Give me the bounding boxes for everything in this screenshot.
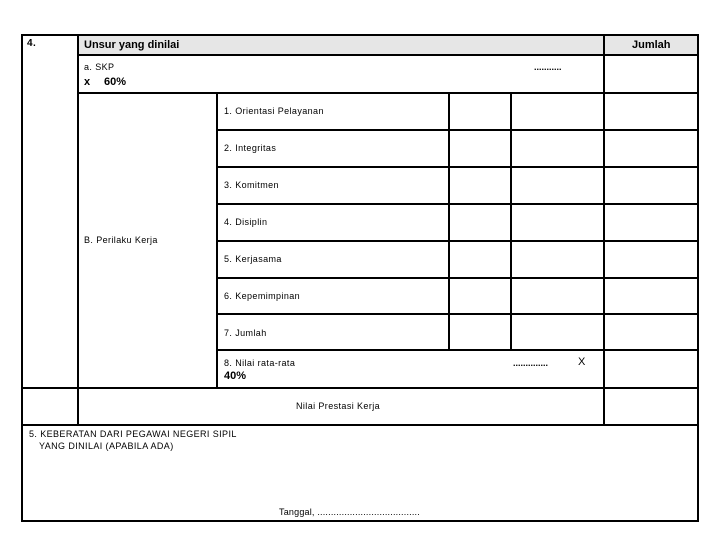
perilaku-avg-dots: .............. (513, 358, 549, 368)
skp-percent: 60% (104, 76, 127, 88)
skp-dots: ........... (534, 62, 562, 72)
section-number: 4. (27, 38, 37, 49)
nilai-prestasi-label: Nilai Prestasi Kerja (296, 401, 381, 411)
skp-label: a. SKP (84, 62, 115, 72)
perilaku-item-3: 3. Komitmen (224, 180, 279, 190)
outer-border-left (21, 34, 23, 522)
perilaku-item-6: 6. Kepemimpinan (224, 291, 301, 301)
row-line-perilaku-end (21, 387, 699, 389)
outer-border-bottom (21, 520, 699, 522)
unsur-header: Unsur yang dinilai (84, 39, 180, 51)
row-line-item-2 (216, 166, 699, 168)
row-line-item-1 (216, 129, 699, 131)
perilaku-item-8: 8. Nilai rata-rata (224, 358, 296, 368)
row-line-item-4 (216, 240, 699, 242)
perilaku-label: B. Perilaku Kerja (84, 235, 158, 245)
row-line-nilai-prestasi (21, 424, 699, 426)
skp-multiplier: x (84, 76, 91, 88)
perilaku-avg-percent: 40% (224, 370, 247, 382)
outer-border-top (21, 34, 699, 36)
perilaku-item-1: 1. Orientasi Pelayanan (224, 106, 324, 116)
perilaku-item-4: 4. Disiplin (224, 217, 268, 227)
row-line-item-5 (216, 277, 699, 279)
row-line-header (77, 54, 699, 56)
tanggal-label: Tanggal, ...................................... (279, 507, 420, 517)
row-line-item-3 (216, 203, 699, 205)
row-line-item-7 (216, 349, 699, 351)
perilaku-item-7: 7. Jumlah (224, 328, 267, 338)
keberatan-line-2: YANG DINILAI (APABILA ADA) (39, 441, 174, 451)
perilaku-item-2: 2. Integritas (224, 143, 277, 153)
perilaku-item-5: 5. Kerjasama (224, 254, 282, 264)
jumlah-header: Jumlah (632, 39, 671, 51)
row-line-skp (77, 92, 699, 94)
perilaku-avg-multiplier: X (578, 356, 586, 368)
row-line-item-6 (216, 313, 699, 315)
keberatan-line-1: 5. KEBERATAN DARI PEGAWAI NEGERI SIPIL (29, 429, 237, 439)
